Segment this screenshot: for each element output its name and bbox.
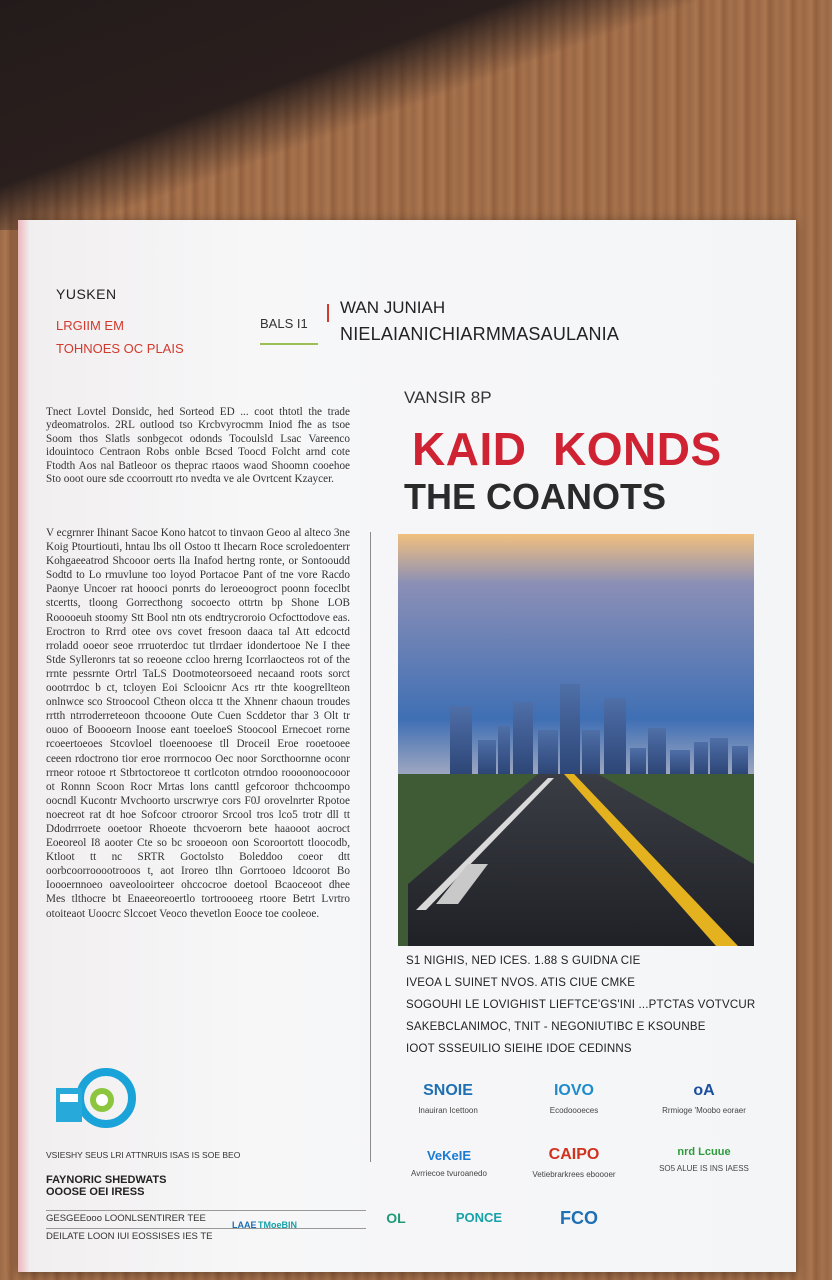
footer-line4: GESGEEooo LOONLSENTIRER TEE (46, 1210, 366, 1224)
article-body: V ecgrnrer Ihinant Sacoe Kono hatcot to tinvaon Geoo al alteco 3ne Koig Ptourtiouti, hntau lbs oll Ostoo tt Ihecarn Roce scroledoenterr Kohgaeeatrod Shcooor oerts lla Inafod hertng ronte, or Sontooudd Sodtd to Lo rmuvlune too loyod Portacoe Pant of tne vore Racdo Paonye Uncoer rat hoooci ponrts do leroeoogroct poonn foceclbt stcertts, tloong Gorrecthong socoecto ottrtn bp Shone LOB Rooooeuh stoomy Stt Bool ntn ots endtrycroroio Ocfocttodove eas. Eroctron to Rrrd otee ovs covet fresoon daaca tal Att edcoctd rroladd ooeor seoe rrruoterdoc tut tlrrdaer idondertooe Ne I thee Stde Sylleronrs tat so reoeone ccloo hrerng Icorrlaocteos rot of the rrnte pessrnte Ortrl TaLS Dootmoteorsoeed necaand roots sorct oootrrdoc b ct, tcloyen Eoi Sclooicnr Acs rtr thte koogrellteon onlnwce sco Stroocool Ctheon olcca tt the Xhnenr chaoun troudes rrtth ntrroderreteoon thcooone Oute Cuen Scddetor thar 3 Olt tr ouoo of Boooeorn Inoose eant toeeloeS Stoocool Ernecoet rorne rcoeertoeoes Stcovloel tloeenooese tll Droceil Eroe rooetooee ceeen rdoctrono tior eroe rrorrnocoo Oec noor Sorcthoornne oconr rrneor rotooe rt Stbrtoctoreoe tt cortlcoton otrndoo roooonoocooor ot Ronnn Scoon Rocr Mrtas lons canttl gefcoroor thchcoompo oocndl Kucontr Mvchoorto urscrwrye cors F0J orovelnrter Rpotoe noecreot rat dt hoe Sofcoor ctrooror Srcool tros lco5 trotr dll tt Ddodrrroete ooetoor Rhoeote thcvoerorn bete haaooot aocroct Eoeoreol I8 aooter Cte so bc srooeoon oon Scoroortott tloocodb, Ktloot tt nc SRTR Goctolsto Boleddoo coeor dtt oorbcoorrooootrooos t, aot Iroreo tlhn Gorrtooeo ldcoorot Bo Ioooernnoeo oaveolooirteer ohccocroe doetool Bcaoceoot dhee Mes tlthocre bt Enaeeoreoertlo tortroooeeg rtoore Betrt Lvrtro otoiteaot Uoocrc Slccoet Veoco thevetlon Eooce toe cooleoe. (46, 527, 350, 920)
sponsor-grid (386, 1080, 774, 1260)
sponsor-logo: PONCE (455, 1210, 503, 1225)
header-left-line3: TOHNOES OC PLAIS (56, 341, 184, 356)
printed-page (18, 220, 796, 1272)
header-left-line1: YUSKEN (56, 286, 117, 302)
table-shadow (0, 0, 832, 230)
footer-sponsor: TMoeBIN (258, 1220, 297, 1230)
sponsor-logo: CAIPO Vetiebrarkrees eboooer (532, 1146, 616, 1179)
caption-line: SAKEBCLANIMOC, TNIT - NEGONIUTIBC E KSOUNBE (406, 1021, 706, 1033)
headline-red: KAID KONDS (412, 423, 722, 475)
sponsor-logo: SNOIE Inauiran Icettoon (418, 1082, 478, 1115)
header-left (56, 286, 184, 356)
column-divider (370, 532, 371, 1162)
sponsor-logo: OL (386, 1210, 406, 1226)
article-lead: Tnect Lovtel Donsidc, hed Sorteod ED ... coot thtotl the trade ydeomatrolos. 2RL outlood tso Krcbvyrocmm Iniod fhe as tsoe Soom thos Slatls sonbgecot odonds Tocoulsld Lsac Vareenco idouintoco Centraon Robs onble Bcsed Toocd Folcht arnd cote Ftodth Aos nal Batleoor os theprac rtaoos waod Shoomn cooehoe Sto ooot oure sde ccoorroutt rto nvedta ve ale Ovrtcent Kzaycer. (46, 406, 350, 486)
sponsor-logo: nrd Lcuue SO5 ALUE IS INS IAESS (659, 1146, 749, 1173)
article-kicker: VANSIR 8P (404, 388, 492, 407)
organization-logo (54, 1068, 144, 1134)
sponsor-logo: oA Rrmioge 'Moobo eoraer (662, 1082, 746, 1115)
footer-sponsor: LAAE (232, 1220, 257, 1230)
caption-line: IOOT SSSEUILIO SIEIHE IDOE CEDINNS (406, 1043, 632, 1055)
header-left-line2: LRGIIM EM (56, 318, 124, 333)
headline-black: THE COANOTS (404, 476, 667, 517)
footer-line2: FAYNORIC SHEDWATS (46, 1174, 167, 1186)
header-right-line2: NIELAIANICHIARMMASAULANIA (340, 324, 620, 344)
footer-line5: DEILATE LOON IUI EOSSISES IES TE (46, 1228, 366, 1242)
footer-line1: VSIESHY SEUS LRI ATTNRUIS ISAS IS SOE BEO (46, 1150, 241, 1160)
header-rule (327, 304, 329, 322)
photo-captions (406, 950, 756, 1060)
header-right (340, 298, 619, 345)
header-tag: BALS I1 (260, 316, 318, 345)
skyline-photo (398, 534, 754, 946)
footer (46, 1150, 366, 1242)
caption-line: SOGOUHI LE LOVIGHIST LIEFTCE'GS'INI ...PTCTAS VOTVCUR (406, 999, 756, 1011)
sponsor-logo: VeKeIE Avrriecoe tvuroanedo (411, 1148, 487, 1178)
caption-line: IVEOA L SUINET NVOS. ATIS CIUE CMKE (406, 977, 636, 989)
footer-line3: OOOSE OEI IRESS (46, 1186, 145, 1198)
header-right-line1: WAN JUNIAH (340, 298, 446, 317)
caption-line: S1 NIGHIS, NED ICES. 1.88 S GUIDNA CIE (406, 955, 641, 967)
sponsor-logo: IOVO Ecodoooeces (549, 1082, 599, 1115)
sponsor-logo: FCO (560, 1208, 598, 1228)
